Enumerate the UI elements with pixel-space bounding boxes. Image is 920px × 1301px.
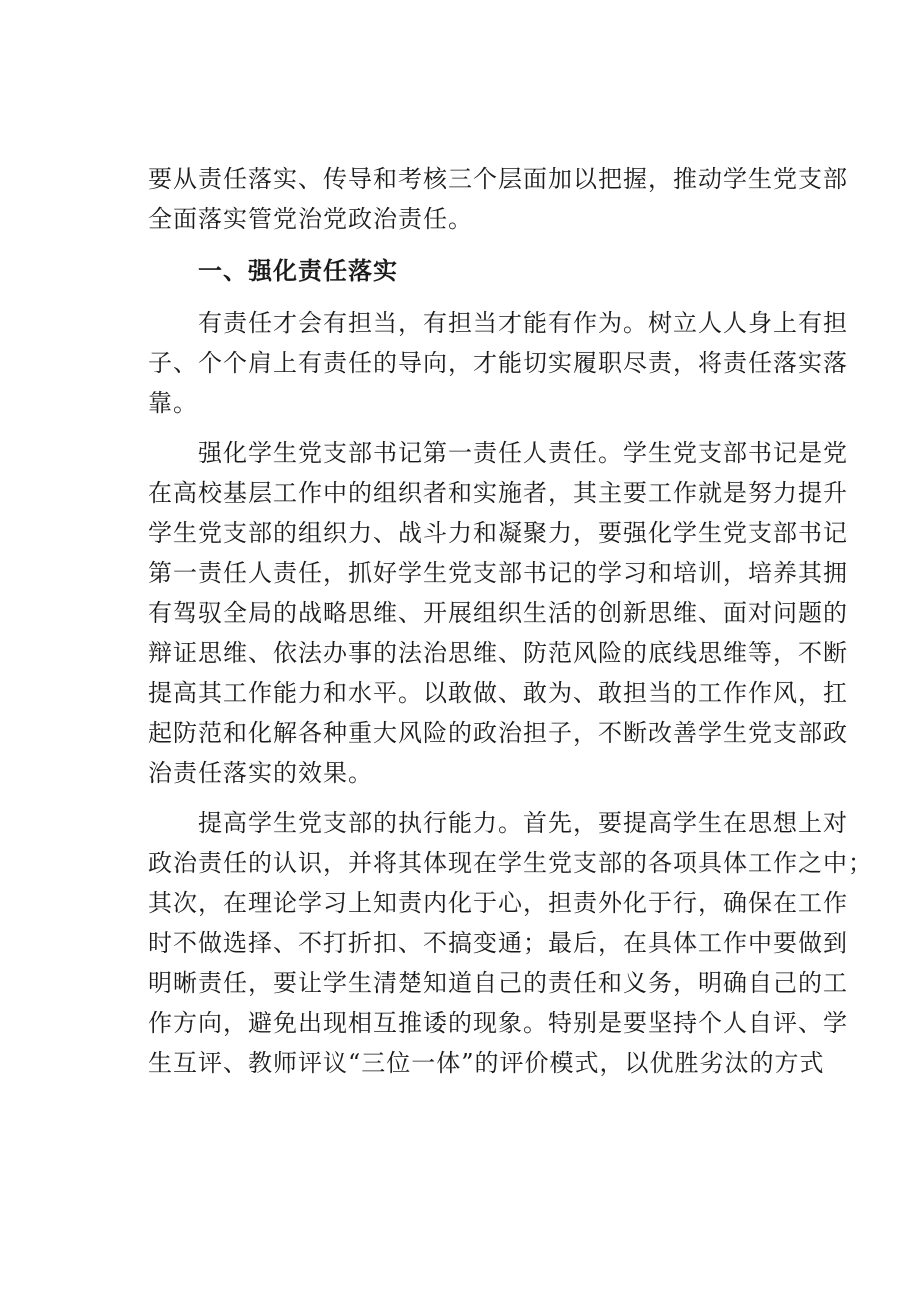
text-line: 作方向，避免出现相互推诿的现象。特别是要坚持个人自评、学: [148, 1009, 848, 1037]
text-line: 在高校基层工作中的组织者和实施者，其主要工作就是努力提升: [148, 479, 848, 507]
text-line: 有责任才会有担当，有担当才能有作为。树立人人身上有担: [198, 309, 848, 337]
paragraph-2: [148, 433, 848, 793]
section-heading: 一、强化责任落实: [198, 257, 398, 285]
text-line: 强化学生党支部书记第一责任人责任。学生党支部书记是党: [198, 439, 848, 467]
text-line: 全面落实管党治党政治责任。: [148, 205, 473, 233]
intro-paragraph: [148, 159, 848, 239]
text-line: 第一责任人责任，抓好学生党支部书记的学习和培训，培养其拥: [148, 559, 848, 587]
text-line: 提高其工作能力和水平。以敢做、敢为、敢担当的工作作风，扛: [148, 679, 848, 707]
text-line: 学生党支部的组织力、战斗力和凝聚力，要强化学生党支部书记: [148, 519, 848, 547]
text-line: 要从责任落实、传导和考核三个层面加以把握，推动学生党支部: [148, 165, 848, 193]
text-line: 明晰责任，要让学生清楚知道自己的责任和义务，明确自己的工: [148, 969, 848, 997]
text-line: 其次，在理论学习上知责内化于心，担责外化于行，确保在工作: [148, 889, 848, 917]
text-line: 政治责任的认识，并将其体现在学生党支部的各项具体工作之中；: [148, 849, 873, 877]
text-line: 生互评、教师评议“三位一体”的评价模式，以优胜劣汰的方式: [148, 1049, 825, 1077]
text-line: 提高学生党支部的执行能力。首先，要提高学生在思想上对: [198, 809, 848, 837]
text-line: 有驾驭全局的战略思维、开展组织生活的创新思维、面对问题的: [148, 599, 848, 627]
text-line: 时不做选择、不打折扣、不搞变通；最后，在具体工作中要做到: [148, 929, 848, 957]
text-line: 辩证思维、依法办事的法治思维、防范风险的底线思维等，不断: [148, 639, 848, 667]
paragraph-1: [148, 303, 848, 423]
paragraph-3: [148, 803, 873, 1083]
text-line: 靠。: [148, 389, 198, 417]
text-line: 子、个个肩上有责任的导向，才能切实履职尽责，将责任落实落: [148, 349, 848, 377]
text-line: 起防范和化解各种重大风险的政治担子，不断改善学生党支部政: [148, 719, 848, 747]
text-line: 治责任落实的效果。: [148, 759, 373, 787]
document-body: [148, 159, 873, 1083]
